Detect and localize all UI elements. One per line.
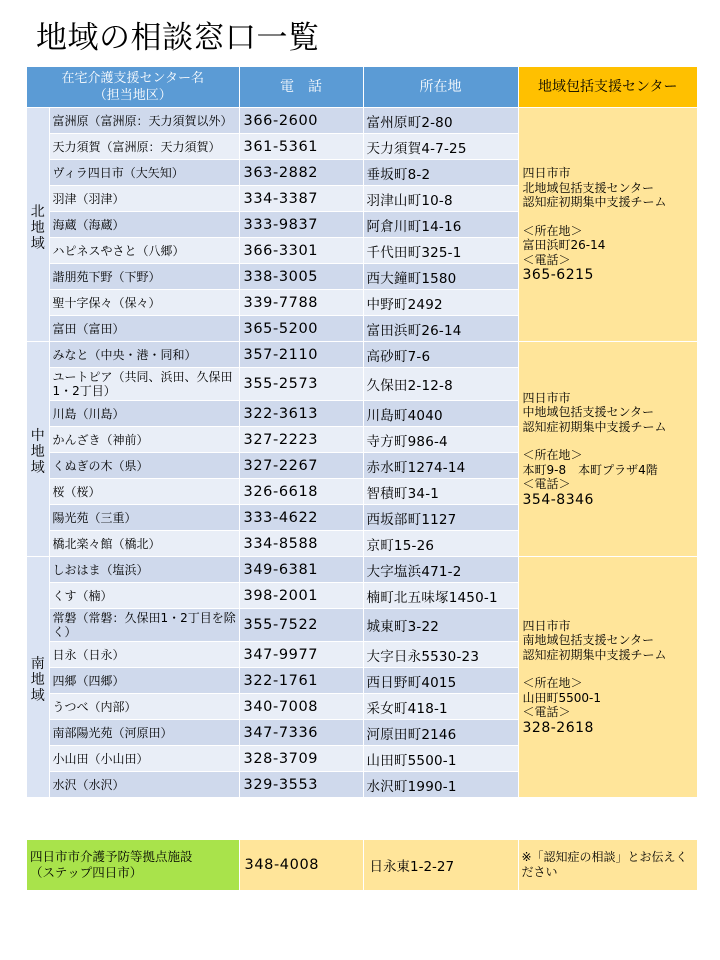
phone-number: 366-2600 — [239, 108, 363, 134]
center-phone-label: ＜電話＞ — [522, 705, 571, 719]
spacer — [523, 210, 698, 224]
phone-number: 334-3387 — [239, 186, 363, 212]
address: 河原田町2146 — [363, 720, 518, 746]
support-center-name: 羽津（羽津） — [49, 186, 239, 212]
table-row — [27, 342, 697, 368]
table-row — [27, 557, 697, 583]
phone-number: 347-7336 — [239, 720, 363, 746]
center-phone: 328-2618 — [522, 719, 594, 736]
address: 水沢町1990-1 — [363, 772, 518, 798]
region-label-central: 中 地 域 — [27, 342, 49, 557]
support-center-name: 日永（日永） — [49, 642, 239, 668]
footer-facility-name: 四日市市介護予防等拠点施設 （ステップ四日市） — [27, 840, 239, 890]
address: 垂坂町8-2 — [363, 160, 518, 186]
center-phone-label: ＜電話＞ — [522, 477, 571, 491]
center-text-line1: 四日市市 — [522, 390, 571, 405]
support-center-name: しおはま（塩浜） — [49, 557, 239, 583]
support-center-name: 海蔵（海蔵） — [49, 212, 239, 238]
support-center-name: 川島（川島） — [49, 401, 239, 427]
center-location: 山田町5500-1 — [522, 690, 602, 705]
support-center-name: くす（楠） — [49, 583, 239, 609]
support-center-name: 諧朋苑下野（下野） — [49, 264, 239, 290]
center-location-label: ＜所在地＞ — [522, 223, 583, 238]
support-center-name: くぬぎの木（県） — [49, 453, 239, 479]
support-center-name: 富洲原（富洲原：天力須賀以外） — [49, 108, 239, 134]
support-center-name: ユートピア（共同、浜田、久保田1・2丁目） — [49, 368, 239, 401]
support-center-name: 小山田（小山田） — [49, 746, 239, 772]
support-center-name: 橋北楽々館（橋北） — [49, 531, 239, 557]
support-center-name: ヴィラ四日市（大矢知） — [49, 160, 239, 186]
address: 城東町3-22 — [363, 609, 518, 642]
footer-row — [27, 840, 697, 890]
address: 大字日永5530-23 — [363, 642, 518, 668]
address: 千代田町325-1 — [363, 238, 518, 264]
center-text-line3: 認知症初期集中支援チーム — [522, 195, 667, 209]
center-phone: 365-6215 — [522, 267, 594, 283]
header-center-name: 在宅介護支援センター名 （担当地区） — [27, 67, 239, 108]
phone-number: 322-3613 — [239, 401, 363, 427]
address: 天力須賀4-7-25 — [363, 134, 518, 160]
center-phone: 354-8346 — [522, 491, 594, 508]
footer-note: ※「認知症の相談」とお伝えください — [518, 840, 697, 890]
header-regional-center: 地域包括支援センター — [518, 67, 697, 108]
support-center-name: うつべ（内部） — [49, 694, 239, 720]
phone-number: 347-9977 — [239, 642, 363, 668]
footer-phone: 348-4008 — [239, 840, 363, 890]
table-header-row — [27, 67, 697, 108]
phone-number: 340-7008 — [239, 694, 363, 720]
address: 寺方町986-4 — [363, 427, 518, 453]
address: 西日野町4015 — [363, 668, 518, 694]
support-center-name: 天力須賀（富洲原：天力須賀） — [49, 134, 239, 160]
center-location: 富田浜町26-14 — [522, 238, 606, 252]
address: 中野町2492 — [363, 290, 518, 316]
address: 高砂町7-6 — [363, 342, 518, 368]
center-text-line3: 認知症初期集中支援チーム — [522, 419, 667, 434]
header-address: 所在地 — [363, 67, 518, 108]
region-label-south: 南 地 域 — [27, 557, 49, 798]
support-center-name: 南部陽光苑（河原田） — [49, 720, 239, 746]
header-phone: 電 話 — [239, 67, 363, 108]
center-phone-label: ＜電話＞ — [522, 252, 571, 267]
support-center-name: 水沢（水沢） — [49, 772, 239, 798]
phone-number: 398-2001 — [239, 583, 363, 609]
address: 采女町418-1 — [363, 694, 518, 720]
center-text-line1: 四日市市 — [522, 618, 571, 633]
phone-number: 334-8588 — [239, 531, 363, 557]
address: 山田町5500-1 — [363, 746, 518, 772]
address: 智積町34-1 — [363, 479, 518, 505]
consultation-table — [27, 67, 697, 798]
support-center-name: かんざき（神前） — [49, 427, 239, 453]
support-center-name: みなと（中央・港・同和） — [49, 342, 239, 368]
support-center-name: 常磐（常磐：久保田1・2丁目を除く） — [49, 609, 239, 642]
center-text-line2: 中地域包括支援センター — [522, 405, 655, 419]
address: 大字塩浜471-2 — [363, 557, 518, 583]
address: 楠町北五味塚1450-1 — [363, 583, 518, 609]
center-text-line2: 北地域包括支援センター — [522, 180, 655, 195]
footer-table — [27, 840, 697, 890]
address: 赤水町1274-14 — [363, 453, 518, 479]
spacer — [523, 434, 698, 448]
support-center-name: 桜（桜） — [49, 479, 239, 505]
address: 川島町4040 — [363, 401, 518, 427]
phone-number: 339-7788 — [239, 290, 363, 316]
phone-number: 333-4622 — [239, 505, 363, 531]
address: 京町15-26 — [363, 531, 518, 557]
phone-number: 355-7522 — [239, 609, 363, 642]
table-body — [27, 108, 697, 798]
regional-center-info-north — [518, 108, 697, 342]
address: 富田浜町26-14 — [363, 316, 518, 342]
address: 西坂部町1127 — [363, 505, 518, 531]
table-row — [27, 108, 697, 134]
phone-number: 365-5200 — [239, 316, 363, 342]
address: 久保田2-12-8 — [363, 368, 518, 401]
page-title: 地域の相談窓口一覧 — [36, 20, 320, 56]
address: 阿倉川町14-16 — [363, 212, 518, 238]
support-center-name: ハピネスやさと（八郷） — [49, 238, 239, 264]
center-text-line3: 認知症初期集中支援チーム — [522, 647, 667, 662]
phone-number: 322-1761 — [239, 668, 363, 694]
phone-number: 327-2223 — [239, 427, 363, 453]
center-text-line1: 四日市市 — [522, 166, 571, 180]
center-location-label: ＜所在地＞ — [522, 676, 583, 690]
phone-number: 363-2882 — [239, 160, 363, 186]
phone-number: 327-2267 — [239, 453, 363, 479]
phone-number: 333-9837 — [239, 212, 363, 238]
regional-center-info-south — [518, 557, 697, 798]
address: 羽津山町10-8 — [363, 186, 518, 212]
phone-number: 366-3301 — [239, 238, 363, 264]
phone-number: 349-6381 — [239, 557, 363, 583]
address: 西大鐘町1580 — [363, 264, 518, 290]
region-label-north: 北 地 域 — [27, 108, 49, 342]
support-center-name: 四郷（四郷） — [49, 668, 239, 694]
phone-number: 357-2110 — [239, 342, 363, 368]
footer-address: 日永東1-2-27 — [363, 840, 518, 890]
address: 富州原町2-80 — [363, 108, 518, 134]
phone-number: 338-3005 — [239, 264, 363, 290]
spacer — [523, 662, 698, 676]
support-center-name: 聖十字保々（保々） — [49, 290, 239, 316]
regional-center-info-central — [518, 342, 697, 557]
center-location: 本町9-8 本町プラザ4階 — [522, 462, 658, 477]
phone-number: 328-3709 — [239, 746, 363, 772]
support-center-name: 陽光苑（三重） — [49, 505, 239, 531]
support-center-name: 富田（富田） — [49, 316, 239, 342]
phone-number: 361-5361 — [239, 134, 363, 160]
center-text-line2: 南地域包括支援センター — [522, 633, 655, 647]
phone-number: 355-2573 — [239, 368, 363, 401]
center-location-label: ＜所在地＞ — [522, 448, 583, 462]
phone-number: 329-3553 — [239, 772, 363, 798]
phone-number: 326-6618 — [239, 479, 363, 505]
